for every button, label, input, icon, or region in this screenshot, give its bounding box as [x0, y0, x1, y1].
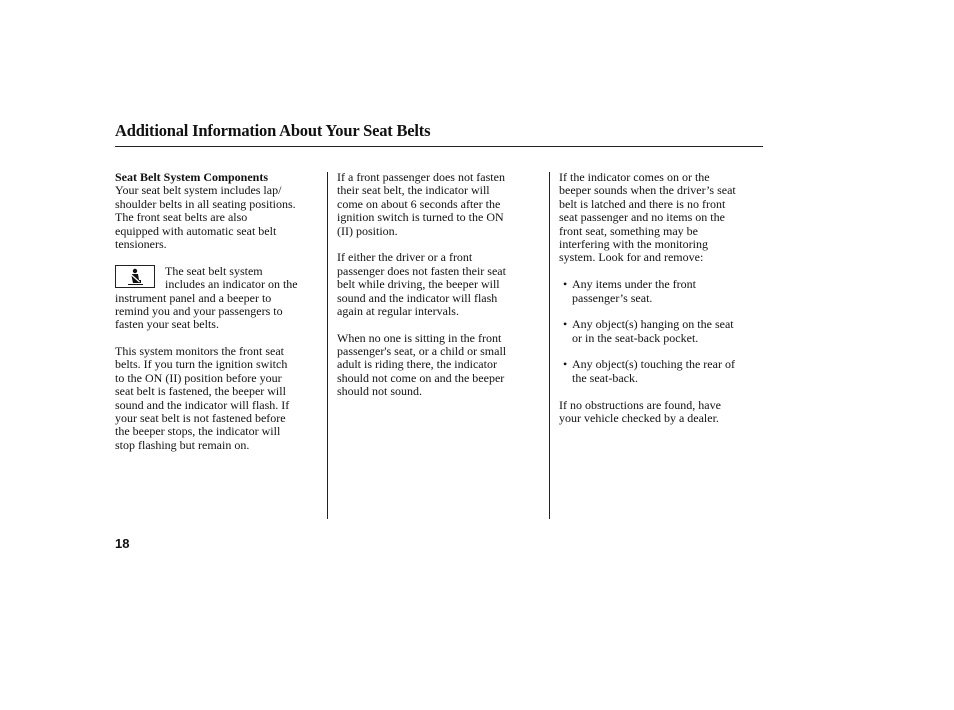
text-line: The seat belt system — [165, 263, 263, 278]
text-line: stop flashing but remain on. — [115, 437, 250, 452]
seat-belt-reminder-icon — [115, 265, 155, 288]
text-line: If a front passenger does not fasten — [337, 170, 505, 184]
text-line: passenger does not fasten their seat — [337, 263, 506, 278]
text-line: your seat belt is not fastened before — [115, 411, 286, 426]
list-item-continuation: passenger’s seat. — [572, 290, 653, 305]
text-line: passenger's seat, or a child or small — [337, 344, 507, 359]
text-line: includes an indicator on the — [165, 277, 298, 292]
text-line: instrument panel and a beeper to — [115, 290, 272, 305]
section-title: Additional Information About Your Seat Belts — [115, 121, 431, 140]
text-line: tensioners. — [115, 236, 167, 251]
list-item — [559, 318, 769, 331]
text-line: The front seat belts are also — [115, 210, 248, 225]
list-item — [559, 358, 769, 371]
paragraph-components — [115, 184, 325, 251]
text-line: fasten your seat belts. — [115, 317, 219, 332]
text-line: belts. If you turn the ignition switch — [115, 357, 288, 372]
paragraph-empty-seat — [337, 332, 545, 399]
text-line: If either the driver or a front — [337, 250, 473, 265]
text-line: your vehicle checked by a dealer. — [559, 411, 719, 426]
list-item-continuation: the seat-back. — [572, 370, 638, 385]
text-line: Your seat belt system includes lap/ — [115, 183, 282, 198]
text-line: equipped with automatic seat belt — [115, 223, 277, 238]
bullet-symbol: • — [563, 357, 568, 372]
text-line: sound and the indicator will flash. If — [115, 397, 290, 412]
paragraph-dealer — [559, 399, 769, 426]
text-line: sound and the indicator will flash — [337, 290, 498, 305]
text-line: the beeper stops, the indicator will — [115, 424, 281, 439]
text-line: come on about 6 seconds after the — [337, 196, 501, 211]
text-line: system. Look for and remove: — [559, 250, 704, 265]
paragraph-interference — [559, 171, 769, 265]
text-line: their seat belt, the indicator will — [337, 183, 490, 198]
text-line: should not sound. — [337, 384, 423, 399]
text-line: If no obstructions are found, have — [559, 397, 721, 412]
text-line: belt is latched and there is no front — [559, 196, 726, 211]
text-line: adult is riding there, the indicator — [337, 357, 497, 372]
list-item-continuation: or in the seat-back pocket. — [572, 330, 699, 345]
text-line: remind you and your passengers to — [115, 303, 283, 318]
list-item-text: Any object(s) touching the rear of — [572, 357, 735, 372]
text-line: ignition switch is turned to the ON — [337, 210, 504, 225]
paragraph-passenger — [337, 171, 545, 238]
column-3 — [559, 171, 769, 425]
paragraph-driving — [337, 251, 545, 318]
column-divider — [549, 172, 550, 519]
list-item — [559, 278, 769, 291]
text-line: shoulder belts in all seating positions. — [115, 196, 296, 211]
text-line: beeper sounds when the driver’s seat — [559, 183, 736, 198]
text-line: seat passenger and no items on the — [559, 210, 725, 225]
text-line: If the indicator comes on or the — [559, 170, 710, 184]
text-line: seat belt is fastened, the beeper will — [115, 384, 286, 399]
bullet-symbol: • — [563, 277, 568, 292]
bullet-symbol: • — [563, 317, 568, 332]
column-2 — [337, 171, 545, 399]
text-line: should not come on and the beeper — [337, 370, 505, 385]
list-item-text: Any object(s) hanging on the seat — [572, 317, 734, 332]
text-line: This system monitors the front seat — [115, 344, 284, 359]
text-line: When no one is sitting in the front — [337, 330, 502, 345]
column-divider — [327, 172, 328, 519]
list-item-text: Any items under the front — [572, 277, 696, 292]
title-rule — [115, 146, 763, 147]
column-1 — [115, 171, 325, 452]
text-line: (II) position. — [337, 223, 398, 238]
text-line: front seat, something may be — [559, 223, 698, 238]
text-line: to the ON (II) position before your — [115, 370, 282, 385]
paragraph-monitoring — [115, 345, 325, 452]
page-number: 18 — [115, 536, 130, 551]
text-line: again at regular intervals. — [337, 303, 459, 318]
subsection-heading: Seat Belt System Components — [115, 170, 268, 184]
text-line: belt while driving, the beeper will — [337, 277, 500, 292]
text-line: interfering with the monitoring — [559, 236, 708, 251]
bullet-list — [559, 278, 769, 385]
